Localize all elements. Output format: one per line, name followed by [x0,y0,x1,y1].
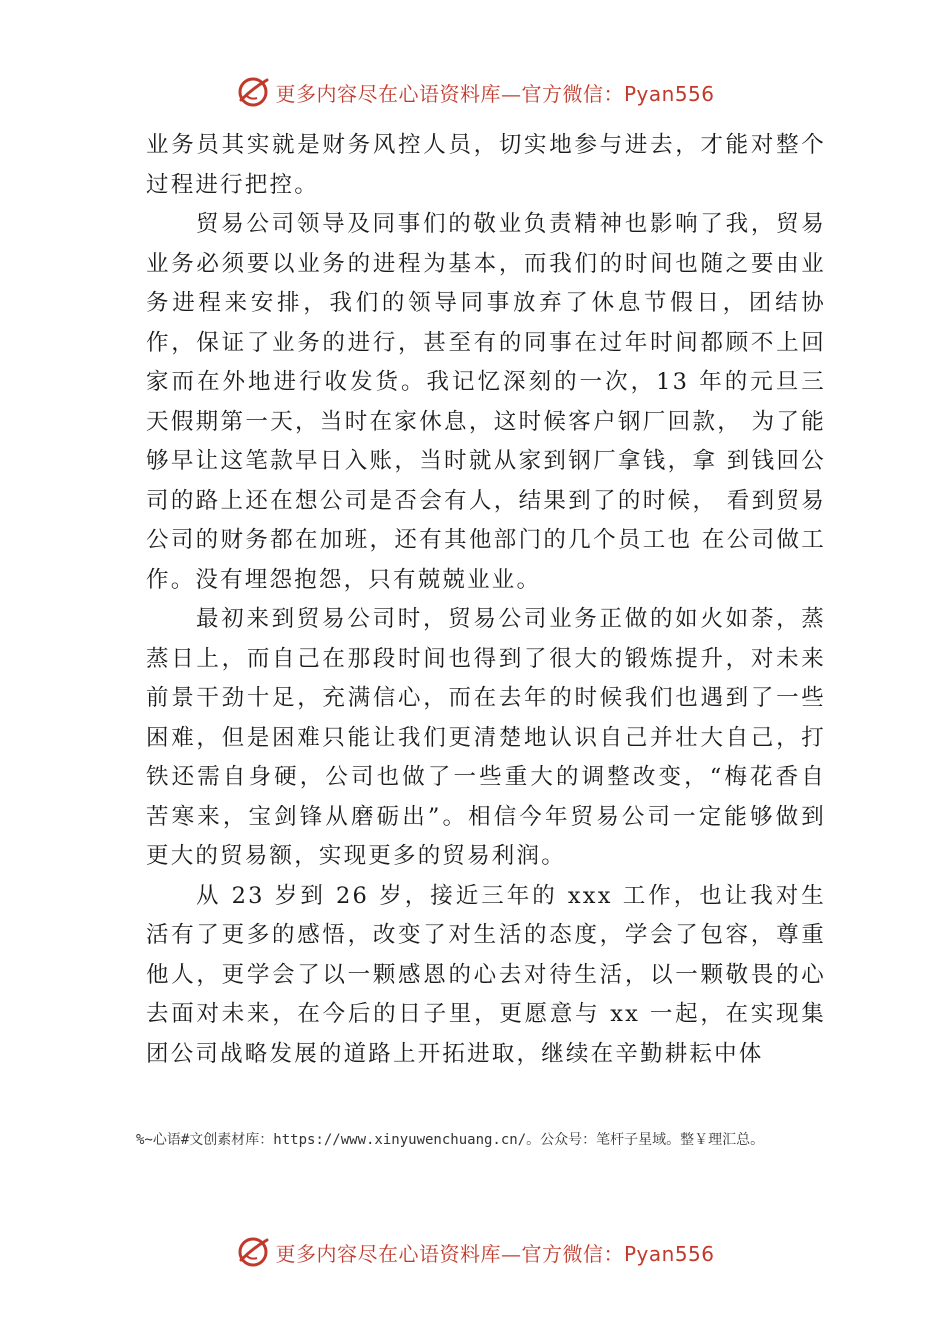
document-body [146,126,826,1074]
footer-banner [0,1232,950,1272]
header-banner [0,72,950,112]
source-footnote: %~心语#文创素材库：https://www.xinyuwenchuang.cn/。公众号：笔杆子星域。整￥理汇总。 [136,1132,765,1148]
brush-logo-icon [235,1234,271,1270]
paragraph-4: 从 23 岁到 26 岁，接近三年的 xxx 工作，也让我对生活有了更多的感悟，改变了对生活的态度，学会了包容，尊重他人，更学会了以一颗感恩的心去对待生活，以一颗敬畏的心去面对未来，在今后的日子里，更愿意与 xx 一起，在实现集团公司战略发展的道路上开拓进取，继续在辛勤耕耘中体 [146,882,826,1067]
paragraph-1: 业务员其实就是财务风控人员，切实地参与进去，才能对整个过程进行把控。 [146,132,826,198]
footer-banner-text: 更多内容尽在心语资料库—官方微信： [275,1241,624,1266]
header-banner-wechat-id: Pyan556 [623,81,715,106]
paragraph-2: 贸易公司领导及同事们的敬业负责精神也影响了我，贸易业务必须要以业务的进程为基本，而我们的时间也随之要由业务进程来安排，我们的领导同事放弃了休息节假日，团结协作，保证了业务的进行，甚至有的同事在过年时间都顾不上回家而在外地进行收发货。我记忆深刻的一次，13 年的元旦三天假期第一天，当时在家休息，这时候客户钢厂回款， 为了能够早让这笔款早日入账，当时就从家到钢厂拿钱，拿 到钱回公司的路上还在想公司是否会有人，结果到了的时候， 看到贸易公司的财务都在加班，还有其他部门的几个员工也 在公司做工作。没有埋怨抱怨，只有兢兢业业。 [146,211,826,593]
header-banner-text: 更多内容尽在心语资料库—官方微信： [275,81,624,106]
brush-logo-icon [235,74,271,110]
paragraph-3: 最初来到贸易公司时，贸易公司业务正做的如火如荼，蒸蒸日上，而自己在那段时间也得到了很大的锻炼提升，对未来前景干劲十足，充满信心，而在去年的时候我们也遇到了一些困难，但是困难只能让我们更清楚地认识自己并壮大自己，打铁还需自身硬，公司也做了一些重大的调整改变，“梅花香自苦寒来，宝剑锋从磨砺出”。相信今年贸易公司一定能够做到更大的贸易额，实现更多的贸易利润。 [146,606,826,869]
footer-banner-wechat-id: Pyan556 [623,1241,715,1266]
